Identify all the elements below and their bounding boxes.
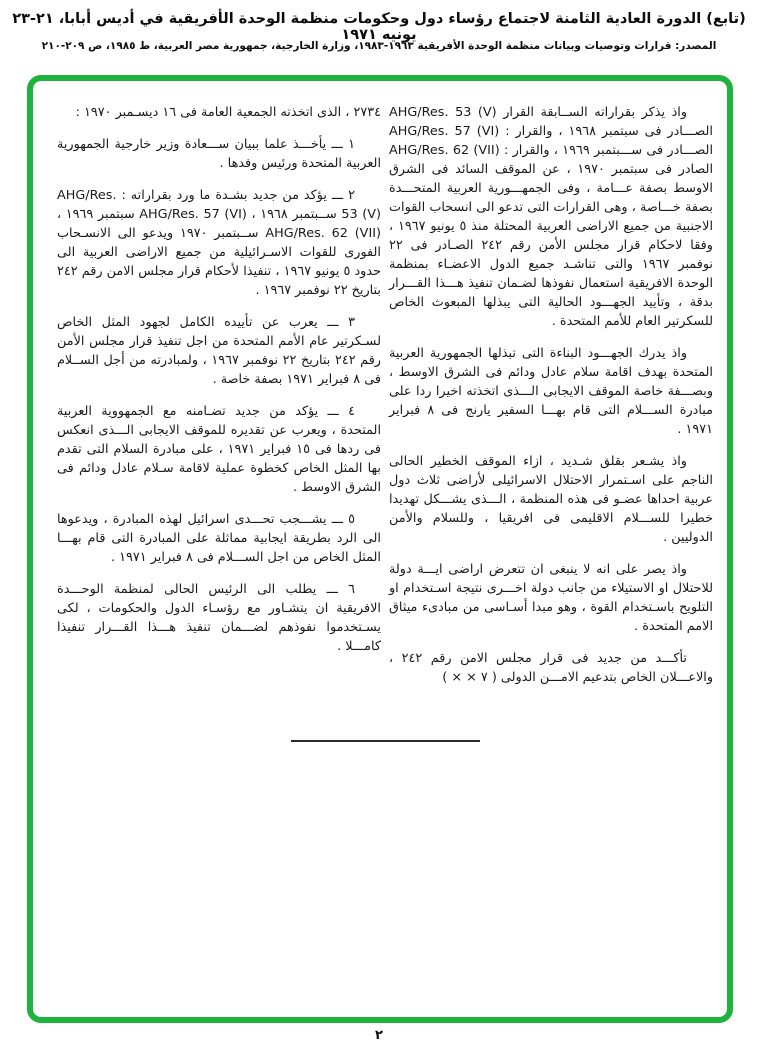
document-paragraph: ٥ ـــ يشـــجب تحـــدى اسرائيل لهذه المبادرة ، ويدعوها الى الرد بطريقة ايجابية مماثلة على المبادرة التى قام بهـــا المثل الخاص من اجل الســـلام فى ٨ فبراير ١٩٧١ . — [57, 512, 381, 565]
document-paragraph: ٣ ـــ يعرب عن تأييده الكامل لجهود المثل الخاص لسـكرتير عام الأمم المتحدة من اجل تنفيذ قرار مجلس الأمن رقم ٢٤٢ بتاريخ ٢٢ نوفمبر ١٩٦٧ ، ولمبادرته من أجل الســلام فى ٨ فبراير ١٩٧١ بصفة خاصة . — [57, 315, 381, 387]
document-paragraph: ٢٧٣٤ ، الذى اتخذته الجمعية العامة فى ١٦ ديسـمبر ١٩٧٠ : — [75, 105, 381, 120]
document-paragraph: واذ يذكر بقراراته الســابقة القرار AHG/Res. 53 (V) الصـــادر فى سبتمبر ١٩٦٨ ، والقرار : AHG/Res. 57 (VI) الصـــادر فى ســـبتمبر ١٩٦٩ ، والقرار : AHG/Res. 62 (VII) الصادر فى سبتمبر ١٩٧٠ ، عن الموقف السائد فى الشرق الاوسط بصفة عـــامة ، وفى الجمهـــورية العربية المتحـــدة بصفة خـــاصة ، وهى القرارات التى تدعو الى انسحاب القوات الاجنبية من جميع الاراضى العربية المحتلة منذ ٥ يونيو ١٩٦٧ ، وفقا لاحكام قرار مجلس الأمن رقم ٢٤٢ الصـادر فى ٢٢ نوفمبر ١٩٦٧ والتى تناشـد جميع الدول الاعضـاء بمنظمة الوحدة الافريقية استعمال نفوذها لضـمان تنفيذ هـــذا القـــرار بدقة ، وتأييد الجهـــود الحالية التى يبذلها المبعوث الخاص للسكرتير العام للأمم المتحدة . — [389, 105, 713, 329]
document-paragraph: واذ يشـعر بقلق شـديد ، ازاء الموقف الخطير الحالى الناجم على اسـتمرار الاحتلال الاسرائيلى لأراضى ثلاث دول عربية احداها عضـو فى هذه المنظمة ، الـــذى يشـــكل تهديدا خطيرا للســـلام الاقليمى فى افريقيا ، وللسلام والأمن الدوليين . — [389, 454, 713, 545]
document-paragraph: واذ يدرك الجهـــود البناءة التى تبذلها الجمهورية العربية المتحدة بهدف اقامة سلام عادل ودائم فى الشرق الاوسط ، وبصـــفة خاصة الموقف الايجابى الـــذى اتخذته اخيرا ردا على مبادرة الســـلام التى قام بهـــا السفير يارنج فى ٨ فبراير ١٩٧١ . — [389, 346, 713, 437]
text-column-left — [57, 103, 381, 669]
document-paragraph: تأكـــد من جديد فى قرار مجلس الامن رقم ٢٤٢ ، والاعـــلان الخاص بتدعيم الامـــن الدولى ( ٧ × × ) — [389, 651, 713, 685]
document-frame — [27, 75, 733, 1023]
document-paragraph: ٦ ـــ يطلب الى الرئيس الحالى لمنظمة الوحـــدة الافريقية ان يتشـاور مع رؤسـاء الدول والحكومات ، لكى يسـتخدموا نفوذهم لضـــمان تنفيذ هـــذا القـــرار تنفيذا كامـــلا . — [57, 582, 381, 654]
document-paragraph: ٢ ـــ يؤكد من جديد بشـدة ما ورد بقراراته : AHG/Res. 53 (V) ســبتمبر ١٩٦٨ ، AHG/Res. 57 (VI) سبتمبر ١٩٦٩ ، AHG/Res. 62 (VII) ســبتمبر ١٩٧٠ ويدعو الى الانسـحاب الفورى للقوات الاسـرائيلية من جميع الاراضى العربية الى حدود ٥ يونيو ١٩٦٧ ، تنفيذا لأحكام قرار مجلس الامن رقم ٢٤٢ بتاريخ ٢٢ نوفمبر ١٩٦٧ . — [57, 188, 381, 298]
document-paragraph: ٤ ـــ يؤكد من جديد تضـامنه مع الجمهووية العربية المتحدة ، ويعرب عن تقديره للموقف الايجابى الـــذى انعكس فى ردها فى ١٥ فبراير ١٩٧١ ، على مبادرة السلام التى تقدم بها المثل الخاص كخطوة عملية لاقامة سـلام عادل ودائم فى الشرق الاوسط . — [57, 404, 381, 495]
footnote-divider-line — [291, 740, 480, 742]
document-paragraph: ١ ـــ يأخـــذ علما ببيان ســـعادة وزير خارجية الجمهورية العربية المتحدة ورئيس وفدها . — [57, 137, 381, 171]
text-column-right — [389, 103, 713, 700]
document-paragraph: واذ يصر على انه لا ينبغى ان تتعرض اراضى ايـــة دولة للاحتلال او الاستيلاء من جانب دولة اخـــرى نتيجة اسـتخدام او التلويح باسـتخدام القوة ، وهو مبدا أسـاسى من مبادىء ميثاق الامم المتحدة . — [389, 562, 713, 634]
document-source-line: المصدر: قرارات وتوصيات وبيانات منظمة الوحدة الأفريقية ١٩٦٣-١٩٨٣، وزارة الخارجية، جمهورية مصر العربية، ط ١٩٨٥، ص ٢٠٩-٢١٠ — [41, 40, 717, 52]
document-header-title: (تابع) الدورة العادية الثامنة لاجتماع رؤساء دول وحكومات منظمة الوحدة الأفريقية في أديس أبابا، ٢١-٢٣ يونيه ١٩٧١ — [12, 11, 746, 43]
page-number: ٢ — [375, 1028, 383, 1043]
